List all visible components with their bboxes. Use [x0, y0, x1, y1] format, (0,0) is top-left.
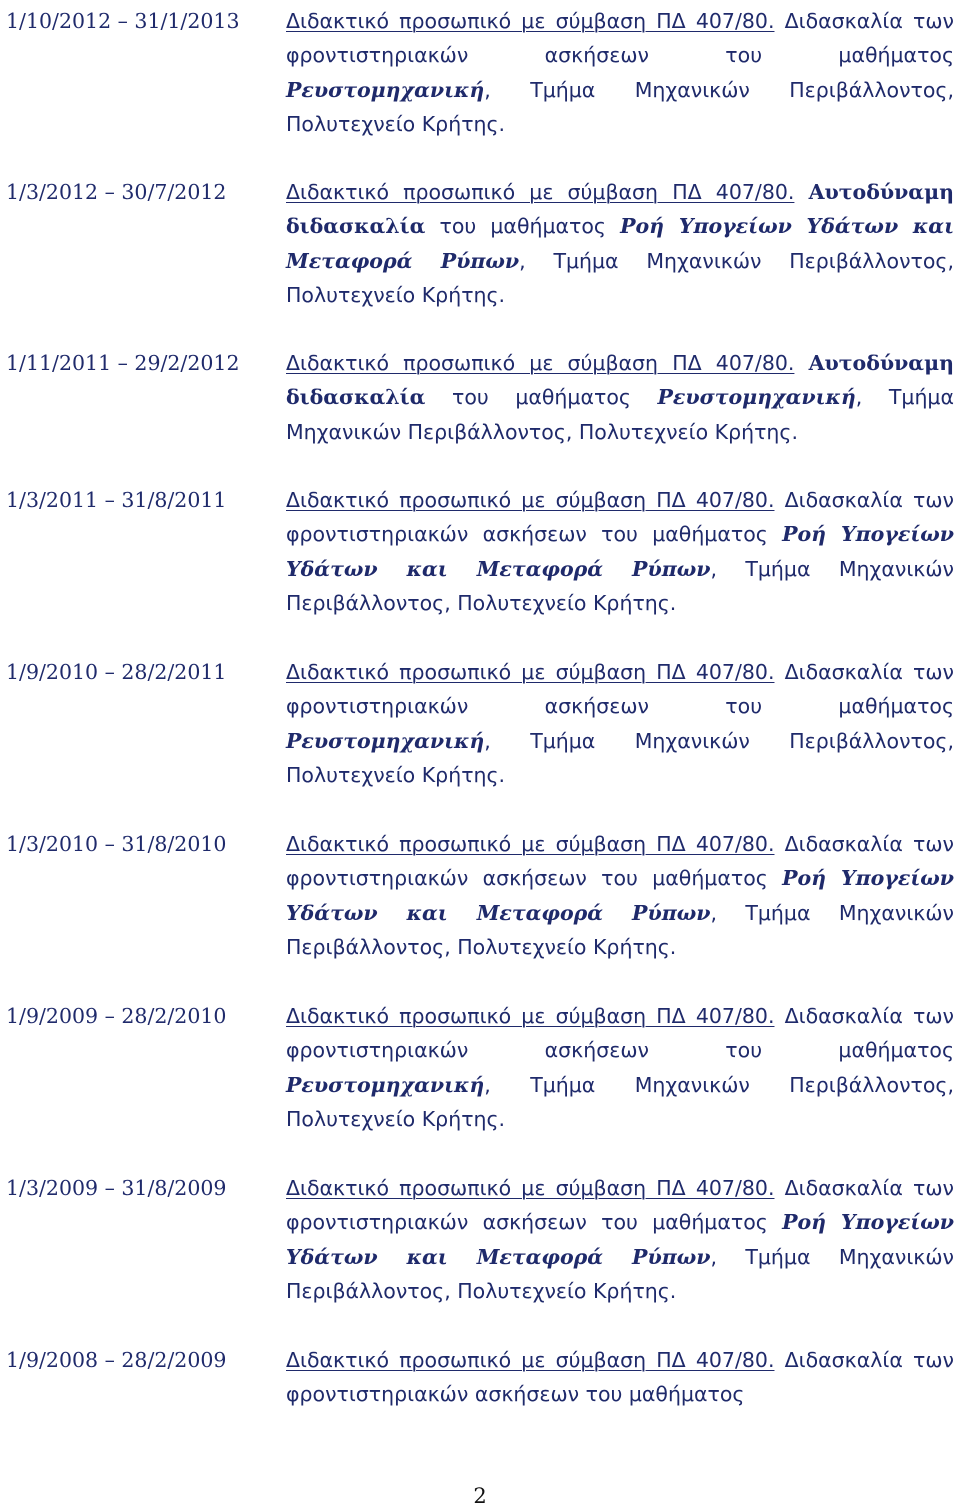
role-text: Διδασκαλία	[784, 832, 903, 856]
contract-text: Διδακτικό προσωπικό με σύμβαση ΠΔ 407/80.	[286, 660, 775, 684]
course-name: Ροή Υπογείων Υδάτων και Μεταφορά Ρύπων	[286, 522, 954, 581]
course-name: Ρευστομηχανική	[657, 385, 856, 410]
mid-text: του μαθήματος	[451, 385, 631, 410]
mid-text: των φροντιστηριακών ασκήσεων του μαθήματος	[286, 1348, 954, 1407]
course-name: Ροή Υπογείων Υδάτων και Μεταφορά Ρύπων	[286, 214, 954, 273]
entry-description	[286, 999, 954, 1137]
role-text: Διδασκαλία	[784, 660, 903, 684]
role-text: Διδασκαλία	[784, 488, 903, 512]
entry-date: 1/3/2009 – 31/8/2009	[6, 1176, 227, 1200]
mid-text: των φροντιστηριακών ασκήσεων του μαθήματος	[286, 1176, 954, 1235]
course-name: Ροή Υπογείων Υδάτων και Μεταφορά Ρύπων	[286, 1210, 954, 1269]
contract-text: Διδακτικό προσωπικό με σύμβαση ΠΔ 407/80.	[286, 1004, 775, 1028]
course-name: Ρευστομηχανική	[286, 1072, 485, 1097]
mid-text: των φροντιστηριακών ασκήσεων του μαθήματος	[286, 9, 954, 68]
mid-text: του μαθήματος	[439, 214, 606, 239]
tail-text: , Τμήμα Μηχανικών Περιβάλλοντος, Πολυτεχνείο Κρήτης.	[286, 1244, 954, 1304]
tail-text: , Τμήμα Μηχανικών Περιβάλλοντος, Πολυτεχνείο Κρήτης.	[286, 728, 954, 788]
tail-text: , Τμήμα Μηχανικών Περιβάλλοντος, Πολυτεχνείο Κρήτης.	[286, 556, 954, 616]
contract-text: Διδακτικό προσωπικό με σύμβαση ΠΔ 407/80.	[286, 832, 775, 856]
entry-date: 1/9/2008 – 28/2/2009	[6, 1348, 227, 1372]
contract-text: Διδακτικό προσωπικό με σύμβαση ΠΔ 407/80.	[286, 9, 775, 33]
tail-text: , Τμήμα Μηχανικών Περιβάλλοντος, Πολυτεχνείο Κρήτης.	[286, 900, 954, 960]
mid-text: των φροντιστηριακών ασκήσεων του μαθήματος	[286, 488, 954, 547]
entry-date: 1/3/2012 – 30/7/2012	[6, 180, 227, 204]
contract-text: Διδακτικό προσωπικό με σύμβαση ΠΔ 407/80.	[286, 1348, 775, 1372]
contract-text: Διδακτικό προσωπικό με σύμβαση ΠΔ 407/80.	[286, 351, 795, 375]
contract-text: Διδακτικό προσωπικό με σύμβαση ΠΔ 407/80.	[286, 488, 775, 512]
entry-description	[286, 1171, 954, 1309]
entry-description	[286, 483, 954, 621]
mid-text: των φροντιστηριακών ασκήσεων του μαθήματος	[286, 1004, 954, 1063]
entry-description	[286, 1343, 954, 1412]
entry-description	[286, 346, 954, 449]
role-text: Διδασκαλία	[784, 1348, 903, 1372]
contract-text: Διδακτικό προσωπικό με σύμβαση ΠΔ 407/80.	[286, 1176, 775, 1200]
course-name: Ρευστομηχανική	[286, 77, 485, 102]
page-number: 2	[473, 1484, 487, 1508]
mid-text: των φροντιστηριακών ασκήσεων του μαθήματος	[286, 832, 954, 891]
role-text: Αυτοδύναμη διδασκαλία	[286, 351, 954, 410]
tail-text: , Τμήμα Μηχανικών Περιβάλλοντος, Πολυτεχνείο Κρήτης.	[286, 1072, 954, 1132]
entry-description	[286, 4, 954, 142]
entry-description	[286, 655, 954, 793]
course-name: Ρευστομηχανική	[286, 728, 485, 753]
entry-date: 1/3/2010 – 31/8/2010	[6, 832, 227, 856]
role-text: Διδασκαλία	[784, 9, 903, 33]
tail-text: , Τμήμα Μηχανικών Περιβάλλοντος, Πολυτεχνείο Κρήτης.	[286, 385, 954, 444]
entry-date: 1/11/2011 – 29/2/2012	[6, 351, 240, 375]
mid-text: των φροντιστηριακών ασκήσεων του μαθήματος	[286, 660, 954, 719]
entry-date: 1/3/2011 – 31/8/2011	[6, 488, 227, 512]
role-text: Διδασκαλία	[784, 1004, 903, 1028]
role-text: Διδασκαλία	[784, 1176, 903, 1200]
entry-date: 1/9/2009 – 28/2/2010	[6, 1004, 227, 1028]
course-name: Ροή Υπογείων Υδάτων και Μεταφορά Ρύπων	[286, 866, 954, 925]
entry-description	[286, 827, 954, 965]
tail-text: , Τμήμα Μηχανικών Περιβάλλοντος, Πολυτεχνείο Κρήτης.	[286, 248, 954, 308]
entry-date: 1/9/2010 – 28/2/2011	[6, 660, 227, 684]
contract-text: Διδακτικό προσωπικό με σύμβαση ΠΔ 407/80.	[286, 180, 795, 204]
entry-description	[286, 175, 954, 313]
tail-text: , Τμήμα Μηχανικών Περιβάλλοντος, Πολυτεχνείο Κρήτης.	[286, 77, 954, 137]
role-text: Αυτοδύναμη διδασκαλία	[286, 180, 954, 239]
entry-date: 1/10/2012 – 31/1/2013	[6, 9, 240, 33]
